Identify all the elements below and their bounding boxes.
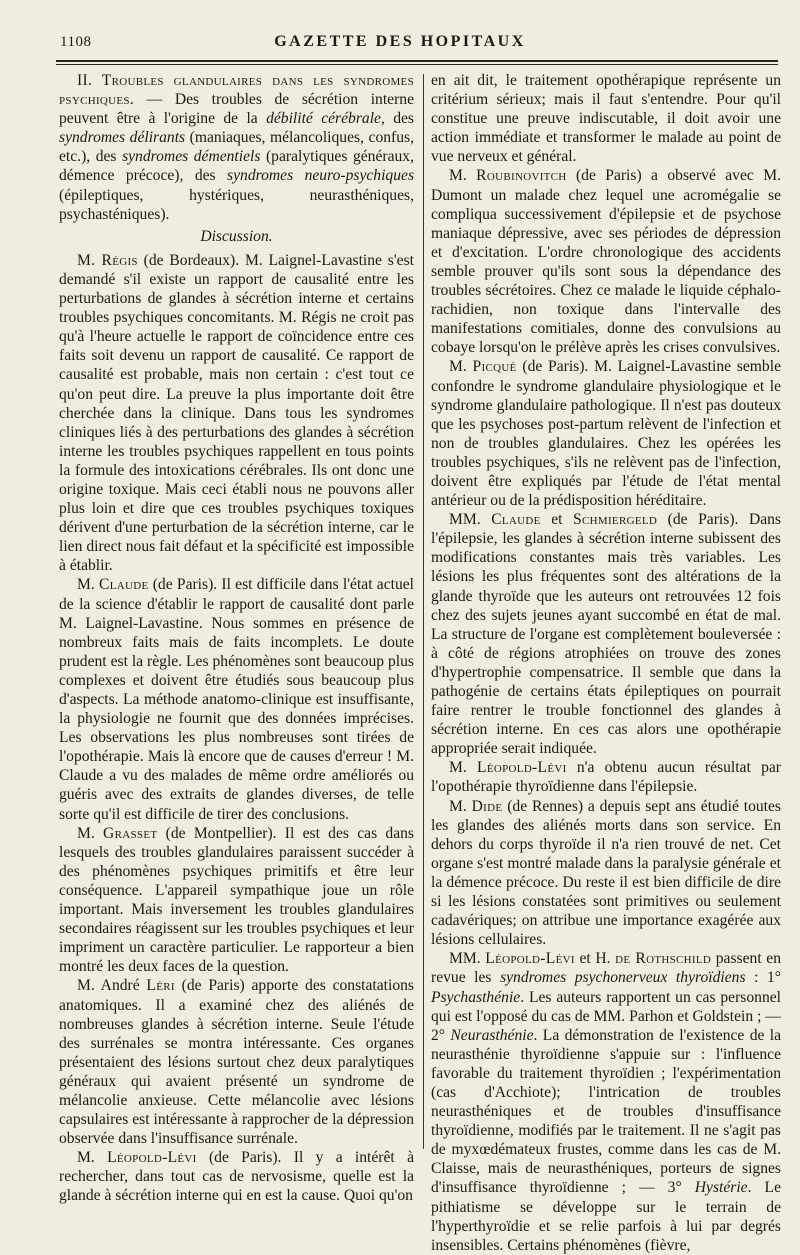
speaker-name: Grasset bbox=[103, 824, 158, 842]
left-column bbox=[59, 71, 415, 1205]
speaker-name: de Rothschild bbox=[615, 950, 712, 968]
paragraph-picque: M. Picqué (de Paris). M. Laignel-Lavastine semble confondre le syndrome glandulaire physiologique et le syndrome glandulaire pathologique. Il n'est pas douteux que les psychoses post-partum relèvent de l'infection et non de troubles glandulaires. Chez les opérées les troubles psychiques, s'ils ne relèvent pas de l'infection, doivent être expliqués par l'étude de l'état mental antérieur ou de la prédisposition héréditaire. bbox=[431, 358, 781, 510]
paragraph-roubinovitch: M. Roubinovitch (de Paris) a observé avec M. Dumont un malade chez lequel une acromégalie se compliqua successivement d'épilepsie et de psychose maniaque dépressive, avec ses périodes de dépression et d'excitation. L'ordre chronologique des accidents semble prouver qu'ils sont sous la dépendance des troubles sécrétoires. Chez ce malade le liquide céphalo-rachidien, non toxique dans l'intervalle des manifestations comitiales, donne des convulsions au cobaye lorsqu'on le prélève après les crises convulsives. bbox=[431, 167, 781, 357]
right-column bbox=[431, 71, 782, 1254]
paragraph-leopold-levi-2: M. Léopold-Lévi n'a obtenu aucun résultat par l'opothérapie thyroïdienne dans l'épilepsie. bbox=[431, 759, 781, 796]
speaker-name: Léopold-Lévi bbox=[485, 950, 575, 968]
running-head: GAZETTE DES HOPITAUX bbox=[274, 33, 526, 50]
speaker-name: M. Régis bbox=[77, 251, 138, 269]
speaker-name: Claude bbox=[99, 576, 149, 594]
speaker-name: Dide bbox=[471, 797, 503, 815]
section-heading: II. Troubles glandulaires dans les syndromes psychiques. bbox=[59, 72, 414, 109]
speaker-name: Léri bbox=[146, 977, 175, 995]
section-paragraph: II. Troubles glandulaires dans les syndromes psychiques. — Des troubles de sécrétion interne peuvent être à l'origine de la débilité cérébrale, des syndromes délirants (maniaques, mélancoliques, confus, etc.), des syndromes démentiels (paralytiques généraux, démence précoce), des syndromes neuro-psychiques (épileptiques, hystériques, neurasthéniques, psychasténiques). bbox=[59, 72, 415, 223]
speaker-name: Roubinovitch bbox=[476, 167, 567, 185]
header-rule bbox=[56, 60, 778, 62]
speaker-name: Picqué bbox=[472, 358, 517, 376]
paragraph-claude-schmiergeld: MM. Claude et Schmiergeld (de Paris). Dans l'épilepsie, les glandes à sécrétion interne subissent des modifications constantes mais très variables. Les lésions les plus fréquentes sont des altérations de la glande thyroïde que les auteurs ont retrouvées 12 fois chez des sujets jeunes ayant succombé en état de mal. La structure de l'organe est complètement bouleversée : à côté de régions atrophiées on trouve des zones d'hypertrophie compensatrice. Il semble que dans la pathogénie de certains états épileptiques on pourrait faire rentrer le trouble fonctionnel des glandes à sécrétion interne. En ces cas alors une opothérapie appropriée serait indiquée. bbox=[431, 511, 782, 758]
paragraph-claude: M. Claude (de Paris). Il est difficile dans l'état actuel de la science d'établir le rapport de causalité dont parle M. Laignel-Lavastine. Nous sommes en présence de nombreux faits mais de faits incomplets. Le doute prudent est la règle. Les phénomènes sont beaucoup plus complexes et doivent être étudiés sous beaucoup plus d'aspects. La méthode anatomo-clinique est insuffisante, la physiologie ne fournit que des données imprécises. Les observations les plus nombreuses sont tirées de l'opothérapie. Mais là encore que de causes d'erreur ! M. Claude a vu des malades de même ordre améliorés ou guéris avec des extraits de glandes diverses, de telle sorte qu'il est difficile de tirer des conclusions. bbox=[59, 576, 414, 823]
paragraph-leri: M. André Léri (de Paris) apporte des constatations anatomiques. Il a examiné chez des aliénés de nombreuses glandes à sécrétion interne. Seule l'étude des surrénales se montra intéressante. Ces organes présentaient des lésions surtout chez deux paralytiques généraux qui avaient présenté un syndrome de mélancolie anxieuse. Cette mélancolie avec lésions capsulaires est intéressante à rapprocher de la dépression observée dans l'insuffisance surrénale. bbox=[59, 977, 414, 1148]
paragraph-dide: M. Dide (de Rennes) a depuis sept ans étudié toutes les glandes des aliénés morts dans son service. En dehors du corps thyroïde il n'a rien trouvé de net. Cet organe s'est montré malade dans la paralysie générale et la démence précoce. Du reste il est bien difficile de dire si les lésions constatées sont primitives ou seulement cadavériques; on attribue une importance exagérée aux lésions cellulaires. bbox=[431, 797, 781, 949]
column-divider bbox=[423, 74, 424, 1149]
discussion-heading: Discussion. bbox=[200, 227, 273, 245]
paragraph-leopold-levi-rothschild: MM. Léopold-Lévi et H. de Rothschild passent en revue les syndromes psychonerveux thyroïdiens : 1° Psychasthénie. Les auteurs rapportent un cas personnel qui est l'opposé du cas de MM. Parhon et Goldstein ; — 2° Neurasthénie. La démonstration de l'existence de la neurasthénie thyroïdienne s'appuie sur : l'influence favorable du traitement thyroïdien ; l'expérimentation (cas d'Acchiote); l'intrication de troubles neurasthéniques et de troubles d'insuffisance thyroïdienne, modifiés par le traitement. Il ne s'agit pas de myxœdémateux frustes, comme dans les cas de M. Claisse, mais de neurasthéniques, porteurs de signes d'insuffisance thyroïdienne ; — 3° Hystérie. Le pithiatisme se développe sur le terrain de l'hyperthyroïdie et se relie parfois à lui par degrés insensibles. Certains phénomènes (fièvre, bbox=[431, 950, 782, 1254]
page-number: 1108 bbox=[60, 34, 92, 50]
speaker-name: Léopold-Lévi bbox=[477, 759, 567, 777]
header-rule-thin bbox=[56, 64, 778, 65]
speaker-name: Léopold-Lévi bbox=[107, 1149, 197, 1167]
paragraph-continuation: en ait dit, le traitement opothérapique représente un critérium sérieux; mais il faut s'entendre. Pour qu'il constitue une preuve indiscutable, il doit avoir une action immédiate et transformer le malade au point de vue nerveux et général. bbox=[431, 72, 781, 166]
speaker-name: Claude bbox=[491, 511, 541, 529]
paragraph-regis: M. Régis (de Bordeaux). M. Laignel-Lavastine s'est demandé s'il existe un rapport de causalité entre les perturbations de glandes à sécrétion interne et certains troubles psychiques concomitants. M. Régis ne croit pas qu'à l'heure actuelle le rapport de coïncidence entre ces faits soit devenu un rapport de causalité. Ce rapport de causalité est probable, mais non certain : c'est tout ce qu'on peut dire. La preuve la plus importante doit être cherchée dans la clinique. Dans tous les syndromes cliniques liés à des perturbations des glandes à sécrétion interne les troubles psychiques rappellent en tous points la formule des intoxications cérébrales. Ils ont donc une origine toxique. Mais ceci établi nous ne pouvons aller plus loin et dire que ces troubles psychiques toxiques dérivent d'une perturbation de la sécrétion interne, car le lien direct nous fait défaut et la spécificité est impossible à établir. bbox=[59, 251, 414, 575]
paragraph-leopold-levi: M. Léopold-Lévi (de Paris). Il y a intérêt à rechercher, dans tout cas de nervosisme, quelle est la glande à sécrétion interne qui en est la cause. Quoi qu'on bbox=[59, 1149, 414, 1205]
speaker-name: Schmiergeld bbox=[573, 511, 658, 529]
paragraph-grasset: M. Grasset (de Montpellier). Il est des cas dans lesquels des troubles glandulaires paraissent succéder à des phénomènes psychiques primitifs et être leur conséquence. L'appareil sympathique joue un rôle important. Mais inversement les troubles glandulaires secondaires réagissent sur les troubles psychiques et leur impriment un caractère particulier. Le rapporteur a bien montré les deux faces de la question. bbox=[59, 824, 414, 976]
